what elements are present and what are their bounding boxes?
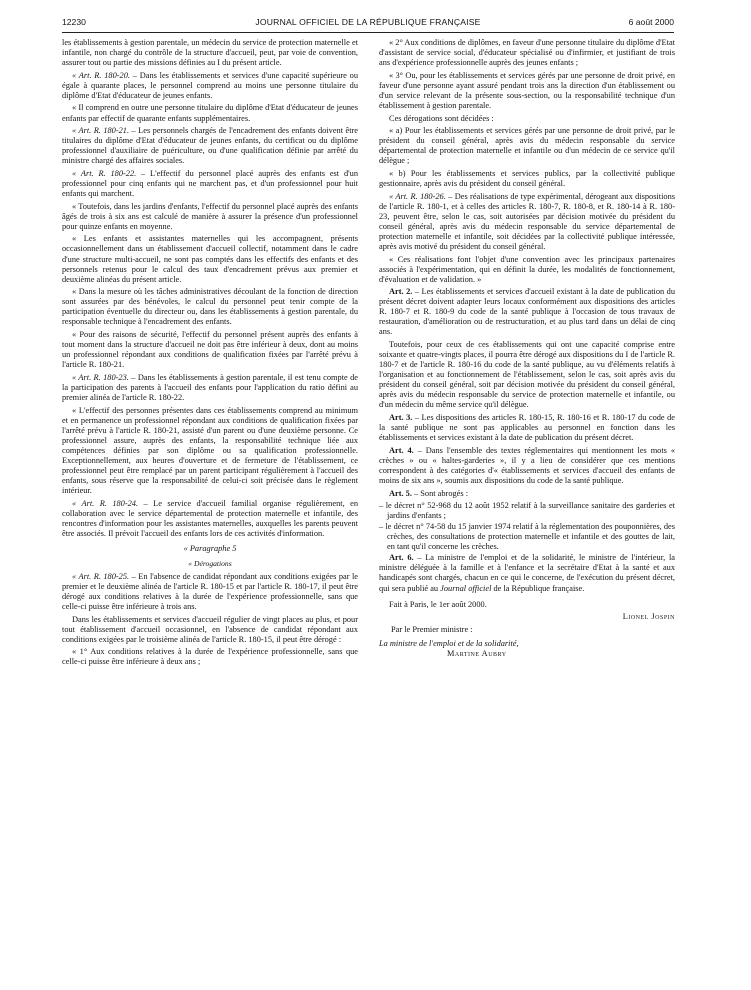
article-text: – En l'absence de candidat répondant aux conditions exigées par le premier et le deuxième alinéa de l'article R. 180-15 et par l'article R. 180-17, il peut être dérogé aux conditions relatives à la durée de l'expérience professionnelle, sans que celle-ci puisse être inférieure à trois ans.: [62, 571, 358, 611]
list-item: – le décret n° 74-58 du 15 janvier 1974 relatif à la réglementation des pouponnières, des crèches, des consultations de protection maternelle et infantile et des gouttes de lait, en tant qu'il concerne les crèches.: [379, 522, 675, 552]
article-text: – L'effectif du personnel placé auprès des enfants est d'un professionnel pour cinq enfants qui ne marchent pas, et d'un professionnel pour huit enfants qui marchent.: [62, 168, 358, 199]
article-ref: « Art. R. 180-26.: [389, 191, 446, 201]
article-text: – Dans les établissements à gestion parentale, il est tenu compte de la participation des parents à l'accueil des enfants pour l'application du ratio défini au premier alinéa de l'article R. 180-22.: [62, 372, 358, 402]
article-ref: « Art. R. 180-21.: [72, 126, 130, 136]
paragraph: « L'effectif des personnes présentes dans ces établissements comprend au minimum et en permanence un professionnel répondant aux conditions de qualification fixées par l'arrêté prévu à l'article R. 180-21, assisté d'un parent ou d'une deuxième personne. Ce professionnel assure, auprès des enfants, la responsabilité technique liée aux compétences définies par son diplôme ou sa qualification professionnelle. Exceptionnellement, aux heures d'ouverture et de fermeture de l'établissement, ce professionnel peut être remplacé par un parent participant régulièrement à l'accueil des enfants, sous réserve que la responsabilité de celui-ci soit précisée dans le règlement intérieur.: [62, 405, 358, 495]
article-text: – Dans les établissements et services d'une capacité supérieure ou égale à quarante places, le personnel comprend au moins une personne titulaire du diplôme d'Etat d'éducateur de jeunes enfants.: [62, 70, 358, 100]
article-3: [379, 413, 675, 443]
article-ref: « Art. R. 180-23.: [72, 372, 129, 382]
article-text: – Les personnels chargés de l'encadrement des enfants doivent être titulaires du diplôme d'Etat d'éducateur de jeunes enfants, du certificat ou du diplôme professionnel d'auxiliaire de puériculture, ou d'une qualification définie par arrêté du ministre chargé des affaires sociales.: [62, 126, 359, 166]
article-4: [379, 446, 675, 486]
paragraph: « Ces réalisations font l'objet d'une convention avec les principaux partenaires associés à l'expérimentation, qui en définit la durée, les modalités de fonctionnement, d'évaluation et de validation. »: [379, 254, 675, 284]
article-text: – Dans l'ensemble des textes réglementaires qui mentionnent les mots « crèches » ou « haltes-garderies », il y a lieu de considérer que ces mentions correspondent à des catégories d'« établissements et services d'accueil des enfants de moins de six ans », soumis aux dispositions du code de la santé publique.: [379, 445, 675, 485]
article-r180-25: [62, 572, 358, 612]
paragraph: « Pour des raisons de sécurité, l'effectif du personnel présent auprès des enfants à tout moment dans la structure d'accueil ne doit pas être inférieur à deux, dont au moins un professionnel répondant aux conditions de qualification fixées par l'arrêté prévu à l'article R. 180-21.: [62, 330, 358, 370]
right-column: [379, 38, 675, 661]
paragraph: « Dans la mesure où les tâches administratives découlant de la fonction de direction sont assurées par des bénévoles, le calcul du personnel peut tenir compte de la participation éventuelle du directeur ou, dans les établissements à gestion parentale, du responsable technique à l'encadrement des enfants.: [62, 287, 358, 327]
list-item: – le décret n° 52-968 du 12 août 1952 relatif à la surveillance sanitaire des garderies et jardins d'enfants ;: [379, 501, 675, 521]
article-r180-23: [62, 373, 358, 403]
article-ref: « Art. R. 180-22.: [72, 168, 137, 178]
article-label: Art. 3.: [389, 412, 413, 422]
paragraph: « a) Pour les établissements et services gérés par une personne de droit privé, par le président du conseil général, après avis du médecin responsable du service départemental de protection maternelle et infantile ou d'un médecin de ce service qu'il délègue ;: [379, 126, 675, 166]
signature-date: Fait à Paris, le 1er août 2000.: [389, 599, 487, 609]
page-header: [62, 15, 674, 31]
article-6: [379, 553, 675, 593]
article-2: [379, 287, 675, 337]
paragraph: « Toutefois, dans les jardins d'enfants, l'effectif du personnel placé auprès des enfants âgés de trois à six ans est calculé de manière à assurer la présence d'un professionnel pour quinze enfants en moyenne.: [62, 201, 358, 231]
article-r180-22: [62, 169, 358, 199]
paragraph: Toutefois, pour ceux de ces établissements qui ont une capacité comprise entre soixante et quatre-vingts places, il pourra être dérogé aux dispositions du I de l'article R. 180-7 et de l'article R. 180-16 du code de la santé publique, au vu d'éléments relatifs à l'organisation et au fonctionnement de l'établissement, selon le cas, soit après avis du président du conseil général, soit par décision motivée du président du conseil général, après avis du médecin responsable du service de protection maternelle et infantile, ou d'un médecin du même service qu'il délègue.: [379, 340, 675, 410]
paragraph: les établissements à gestion parentale, un médecin du service de protection maternelle et infantile, non chargé du contrôle de la structure d'accueil, peut, par voie de convention, assurer tout ou partie des missions définies au I du présent article.: [62, 38, 358, 68]
signatory-name: Lionel Jospin: [622, 611, 675, 621]
minister-title: La ministre de l'emploi et de la solidarité,: [379, 638, 519, 648]
minister-name: Martine Aubry: [447, 648, 507, 658]
journal-name: Journal officiel: [440, 583, 492, 593]
article-r180-20: [62, 71, 358, 101]
article-text: – La ministre de l'emploi et de la solidarité, le ministre de l'intérieur, la ministre déléguée à la famille et à l'enfance et la secrétaire d'Etat à la santé et aux handicapés sont chargés, chacun en ce qui le concerne, de l'exécution du présent décret, qui sera publié au: [379, 553, 676, 593]
signature-by-line: Par le Premier ministre :: [391, 624, 473, 634]
article-label: Art. 4.: [389, 445, 414, 455]
section-heading: « Paragraphe 5: [183, 543, 237, 553]
paragraph: « 2° Aux conditions de diplômes, en faveur d'une personne titulaire du diplôme d'Etat d'assistant de service social, d'éducateur spécialisé ou d'infirmier, et justifiant de trois ans d'expérience professionnelle auprès des jeunes enfants ;: [379, 38, 675, 68]
paragraph: « Il comprend en outre une personne titulaire du diplôme d'Etat d'éducateur de jeunes enfants par effectif de quarante enfants supplémentaires.: [62, 103, 358, 123]
paragraph: « 1° Aux conditions relatives à la durée de l'expérience professionnelle, sans que celle-ci puisse être inférieure à deux ans ;: [62, 647, 358, 667]
left-column: [62, 38, 358, 670]
journal-title: JOURNAL OFFICIEL DE LA RÉPUBLIQUE FRANÇAISE: [255, 17, 481, 27]
section-subheading: « Dérogations: [188, 558, 232, 568]
paragraph: Dans les établissements et services d'accueil régulier de vingt places au plus, et pour tout établissement d'accueil occasionnel, en l'absence de candidat répondant aux conditions exigées par le troisième alinéa de l'article R. 180-15, il peut être dérogé :: [62, 614, 358, 644]
paragraph: « 3° Ou, pour les établissements et services gérés par une personne de droit privé, en faveur d'une personne ayant assuré pendant trois ans la direction d'un établissement ou d'un service relevant de la présente sous-section, ou la responsabilité technique d'un établissement à gestion parentale.: [379, 70, 675, 110]
article-5: [379, 489, 675, 499]
paragraph: Ces dérogations sont décidées :: [389, 113, 494, 123]
article-label: Art. 2.: [389, 287, 413, 297]
header-rule: [62, 32, 674, 33]
article-ref: « Art. R. 180-24.: [72, 498, 139, 508]
article-label: Art. 6.: [389, 553, 414, 563]
article-text: de la République française.: [491, 583, 585, 593]
paragraph: « Les enfants et assistantes maternelles qui les accompagnent, présents occasionnellement dans un établissement d'accueil collectif, notamment dans le cadre d'une structure multi-accueil, ne sont pas comptés dans les effectifs des enfants et des personnels retenus pour le calcul des taux d'encadrement prévus aux premier et deuxième alinéas du présent article.: [62, 234, 358, 284]
page-number: 12230: [62, 17, 86, 27]
article-ref: « Art. R. 180-25.: [72, 571, 130, 581]
article-ref: « Art. R. 180-20.: [72, 70, 130, 80]
article-text: – Des réalisations de type expérimental, dérogeant aux dispositions de l'article R. 180-1, et à celles des articles R. 180-7, R. 180-8, et R. 180-14 à R. 180-23, peuvent être, selon le cas, soit autorisées par décision motivée du président du conseil général, après avis du médecin responsable du service départemental de protection maternelle et infantile, soit décidées par la collectivité publique intéressée, après avis motivé du président du conseil général.: [379, 191, 675, 251]
article-text: – Le service d'accueil familial organise régulièrement, en collaboration avec le service départemental de protection maternelle et infantile, des rencontres d'information pour les assistantes maternelles, auxquelles les parents peuvent être associés. Il prévoit l'accueil des enfants lors de ces activités d'information.: [62, 498, 358, 538]
article-r180-26: [379, 192, 675, 252]
article-text: – Les dispositions des articles R. 180-15, R. 180-16 et R. 180-17 du code de la santé publique ne sont pas applicables au personnel en fonction dans les établissements et services existant à la date de publication du présent décret.: [379, 412, 676, 443]
article-text: – Sont abrogés :: [411, 488, 469, 498]
article-r180-21: [62, 126, 358, 166]
article-label: Art. 5.: [389, 488, 412, 498]
article-r180-24: [62, 499, 358, 539]
issue-date: 6 août 2000: [628, 17, 674, 27]
article-text: – Les établissements et services d'accueil existant à la date de publication du présent décret doivent adapter leurs locaux conformément aux dispositions des articles R. 180-7 et R. 180-9 du code de la santé publique à l'occasion de tous travaux de restauration, d'amélioration ou de restructuration, et au plus tard dans un délai de cinq ans.: [379, 287, 675, 337]
paragraph: « b) Pour les établissements et services publics, par la collectivité publique gestionnaire, après avis du président du conseil général.: [379, 168, 675, 188]
